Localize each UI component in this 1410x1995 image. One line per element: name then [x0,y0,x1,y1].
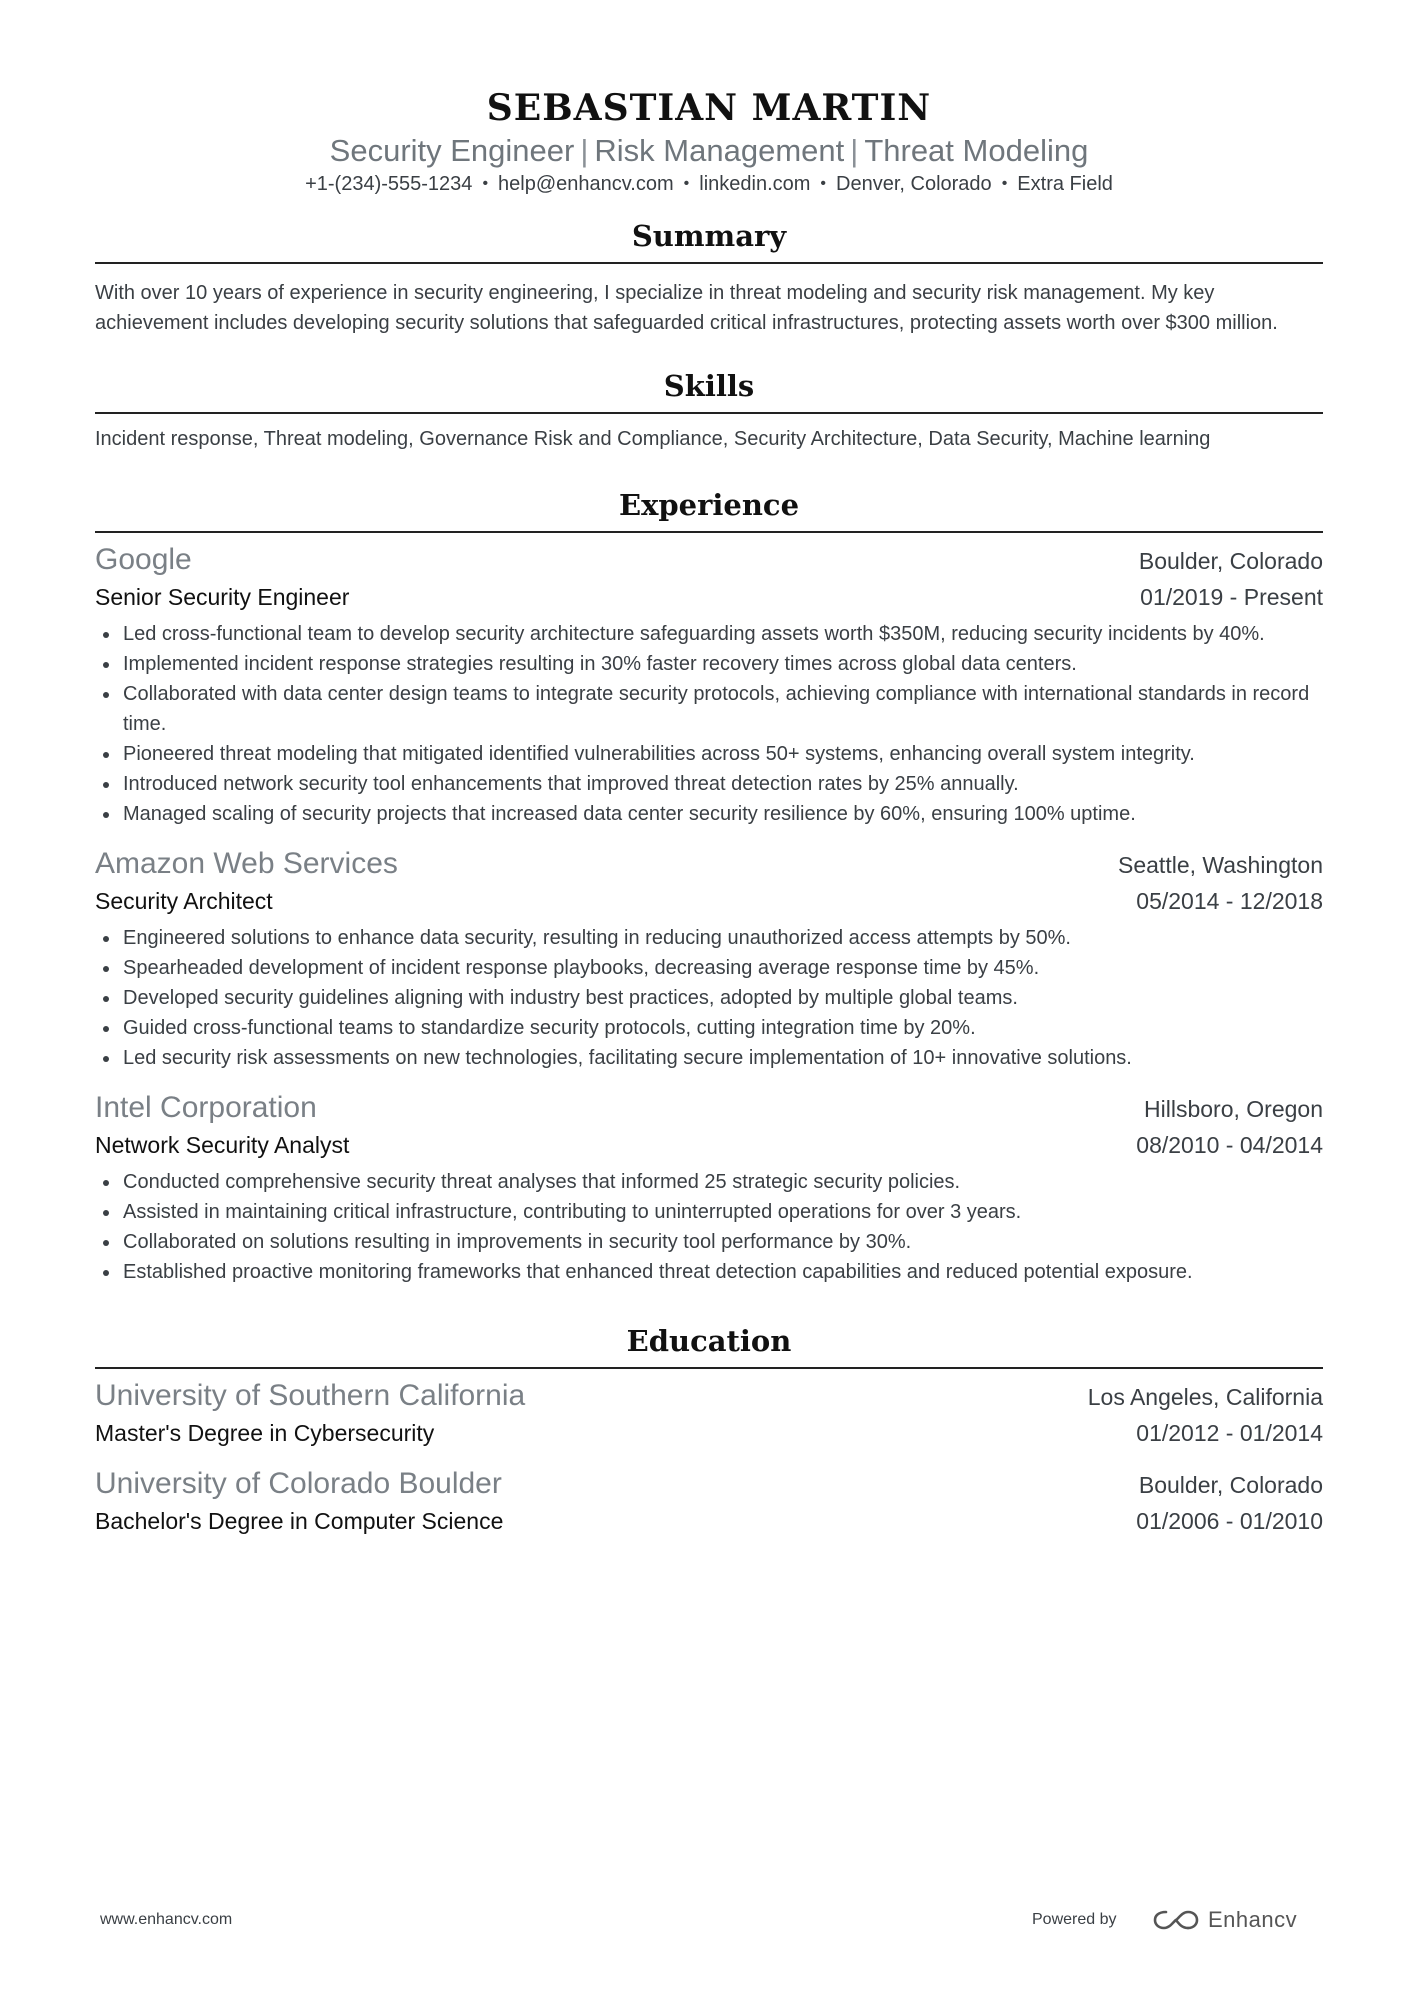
experience-entry [95,541,1323,829]
entry-location: Hillsboro, Oregon [1144,1096,1323,1122]
experience-entry [95,1089,1323,1287]
entry-subheader [95,883,1323,919]
resume-header [95,86,1323,200]
school-name: University of Southern California [95,1379,526,1412]
linkedin-link[interactable]: linkedin.com [699,173,811,195]
page-footer [0,1905,1410,1935]
list-item: Assisted in maintaining critical infrastructure, contributing to uninterrupted operations for over 3 years. [95,1197,1323,1227]
entry-location: Los Angeles, California [1087,1384,1323,1410]
brand-logo[interactable] [1152,1905,1297,1935]
experience-section [95,487,1323,1287]
resume-page [95,0,1323,1539]
entry-subheader [95,579,1323,615]
list-item: Implemented incident response strategies resulting in 30% faster recovery times across global data centers. [95,649,1323,679]
brand-name: Enhancv [1208,1907,1298,1932]
section-title-experience: Experience [95,487,1323,533]
headline-item: Threat Modeling [864,133,1089,168]
list-item: Conducted comprehensive security threat analyses that informed 25 strategic security policies. [95,1167,1323,1197]
headline-separator: | [580,133,589,168]
entry-header [95,845,1323,883]
entry-header [95,1377,1323,1415]
skills-section [95,368,1323,453]
company-name: Google [95,543,192,576]
list-item: Pioneered threat modeling that mitigated identified vulnerabilities across 50+ systems, enhancing overall system integrity. [95,739,1323,769]
list-item: Collaborated on solutions resulting in improvements in security tool performance by 30%. [95,1227,1323,1257]
bullet-separator: • [683,175,690,192]
powered-by-label: Powered by [1032,1911,1117,1928]
education-entry [95,1377,1323,1451]
list-item: Engineered solutions to enhance data security, resulting in reducing unauthorized access attempts by 50%. [95,923,1323,953]
experience-entry [95,845,1323,1073]
list-item: Introduced network security tool enhancements that improved threat detection rates by 25% annually. [95,769,1323,799]
education-section [95,1323,1323,1539]
entry-location: Boulder, Colorado [1138,1472,1323,1498]
degree: Bachelor's Degree in Computer Science [95,1508,504,1534]
candidate-name: SEBASTIAN MARTIN [486,87,932,129]
list-item: Guided cross-functional teams to standardize security protocols, cutting integration time by 20%. [95,1013,1323,1043]
footer-site-link[interactable]: www.enhancv.com [100,1911,233,1928]
headline-separator: | [850,133,859,168]
list-item: Led cross-functional team to develop security architecture safeguarding assets worth $350M, reducing security incidents by 40%. [95,619,1323,649]
bullet-list [95,923,1323,1073]
job-title: Security Architect [95,888,273,914]
enhancv-logo-icon [1152,1907,1200,1933]
entry-dates: 08/2010 - 04/2014 [1136,1132,1323,1158]
bullet-separator: • [482,175,489,192]
phone: +1-(234)-555-1234 [305,173,473,195]
headline [95,132,1323,170]
bullet-separator: • [820,175,827,192]
list-item: Spearheaded development of incident response playbooks, decreasing average response time by 45%. [95,953,1323,983]
entry-dates: 01/2019 - Present [1140,584,1323,610]
education-entry [95,1465,1323,1539]
bullet-separator: • [1001,175,1008,192]
entry-location: Seattle, Washington [1118,852,1323,878]
degree: Master's Degree in Cybersecurity [95,1420,435,1446]
list-item: Led security risk assessments on new technologies, facilitating secure implementation of 10+ innovative solutions. [95,1043,1323,1073]
list-item: Managed scaling of security projects that increased data center security resilience by 60%, ensuring 100% uptime. [95,799,1323,829]
school-name: University of Colorado Boulder [95,1467,502,1500]
list-item: Collaborated with data center design teams to integrate security protocols, achieving compliance with international standards in record time. [95,679,1323,739]
bullet-list [95,619,1323,829]
entry-header [95,1465,1323,1503]
section-title-summary: Summary [95,218,1323,264]
entry-subheader [95,1503,1323,1539]
entry-dates: 01/2012 - 01/2014 [1136,1420,1323,1446]
entry-header [95,541,1323,579]
entry-dates: 05/2014 - 12/2018 [1136,888,1323,914]
company-name: Amazon Web Services [95,847,398,880]
summary-text: With over 10 years of experience in security engineering, I specialize in threat modeling and security risk management. My key achievement includes developing security solutions that safeguarded critical infrastructures, protecting assets worth over $300 million. [95,282,1278,334]
contact-info [95,170,1323,200]
entry-location: Boulder, Colorado [1138,548,1323,574]
headline-item: Security Engineer [329,133,575,168]
section-title-education: Education [95,1323,1323,1369]
list-item: Established proactive monitoring frameworks that enhanced threat detection capabilities and reduced potential exposure. [95,1257,1323,1287]
skills-text: Incident response, Threat modeling, Governance Risk and Compliance, Security Architecture, Data Security, Machine learning [95,428,1211,450]
bullet-list [95,1167,1323,1287]
company-name: Intel Corporation [95,1091,317,1124]
entry-subheader [95,1127,1323,1163]
job-title: Network Security Analyst [95,1132,350,1158]
location: Denver, Colorado [836,173,992,195]
entry-dates: 01/2006 - 01/2010 [1136,1508,1323,1534]
list-item: Developed security guidelines aligning with industry best practices, adopted by multiple global teams. [95,983,1323,1013]
headline-item: Risk Management [594,133,845,168]
extra-field: Extra Field [1017,173,1113,195]
section-title-skills: Skills [95,368,1323,414]
job-title: Senior Security Engineer [95,584,350,610]
email-link[interactable]: help@enhancv.com [498,173,674,195]
entry-subheader [95,1415,1323,1451]
summary-section [95,218,1323,338]
entry-header [95,1089,1323,1127]
